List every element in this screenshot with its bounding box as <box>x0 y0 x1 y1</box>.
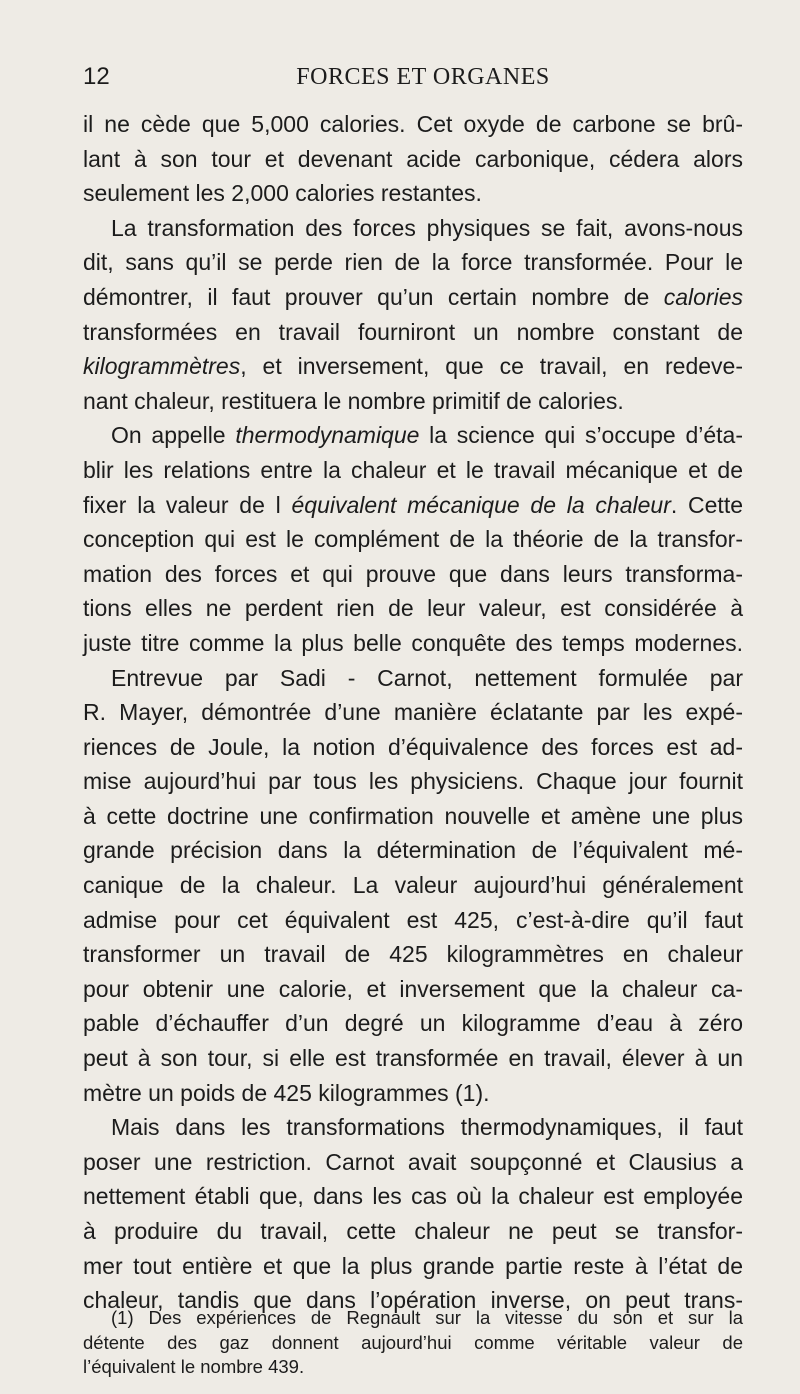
text-line: R. Mayer, démontrée d’une manière éclatante par les expé- <box>83 699 743 726</box>
emphasized-term: kilogrammètres <box>83 353 241 380</box>
emphasized-term: thermodynamique <box>235 422 420 449</box>
text-line: fixer la valeur de l équivalent mécanique de la chaleur. Cette <box>83 491 744 518</box>
text-line: juste titre comme la plus belle conquête des temps modernes. <box>83 629 743 656</box>
page-header <box>83 62 743 92</box>
footnote-line: l’équivalent le nombre 439. <box>83 1356 305 1377</box>
text-line: tions elles ne perdent rien de leur valeur, est considérée à <box>83 595 743 622</box>
text-line: poser une restriction. Carnot avait soupçonné et Clausius a <box>83 1148 743 1175</box>
emphasized-term: calories <box>663 283 743 310</box>
text-line: chaleur, tandis que dans l’opération inverse, on peut trans- <box>83 1287 743 1314</box>
footnote-line: (1) Des expériences de Regnault sur la vitesse du son et sur la <box>111 1307 743 1328</box>
text-line: pour obtenir une calorie, et inversement que la chaleur ca- <box>83 975 743 1002</box>
emphasized-term: équivalent mécanique de la chaleur <box>291 491 671 518</box>
text-line: à cette doctrine une confirmation nouvelle et amène une plus <box>83 802 743 829</box>
text-line: lant à son tour et devenant acide carbonique, cédera alors <box>83 145 743 172</box>
text-line: mise aujourd’hui par tous les physiciens. Chaque jour fournit <box>83 768 743 795</box>
text-line: mation des forces et qui prouve que dans leurs transforma- <box>83 560 743 587</box>
text-line: à produire du travail, cette chaleur ne peut se transfor- <box>83 1218 743 1244</box>
text-line: il ne cède que 5,000 calories. Cet oxyde de carbone se brû- <box>83 111 743 137</box>
text-line: dit, sans qu’il se perde rien de la force transformée. Pour le <box>83 249 743 276</box>
footnote-line: détente des gaz donnent aujourd’hui comme véritable valeur de <box>83 1331 743 1353</box>
body-text <box>83 107 743 1318</box>
text-line: mètre un poids de 425 kilogrammes (1). <box>83 1079 490 1106</box>
text-line: canique de la chaleur. La valeur aujourd’hui généralement <box>83 872 743 899</box>
text-line: blir les relations entre la chaleur et le travail mécanique et de <box>83 456 743 483</box>
text-line: transformées en travail fourniront un nombre constant de <box>83 318 743 345</box>
running-title: FORCES ET ORGANES <box>296 64 550 90</box>
text-line: admise pour cet équivalent est 425, c’est-à-dire qu’il faut <box>83 906 743 933</box>
text-line: grande précision dans la détermination de l’équivalent mé- <box>83 837 743 864</box>
text-line: mer tout entière et que la plus grande partie reste à l’état de <box>83 1252 743 1279</box>
text-line: riences de Joule, la notion d’équivalence des forces est ad- <box>83 733 743 760</box>
text-line: Entrevue par Sadi - Carnot, nettement formulée par <box>111 664 743 691</box>
text-line: seulement les 2,000 calories restantes. <box>83 180 482 207</box>
text-line: kilogrammètres, et inversement, que ce travail, en redeve- <box>83 353 743 380</box>
text-line: démontrer, il faut prouver qu’un certain nombre de calories <box>83 283 743 310</box>
text-line: La transformation des forces physiques se fait, avons-nous <box>111 214 743 241</box>
text-line: conception qui est le complément de la théorie de la transfor- <box>83 526 743 553</box>
text-line: pable d’échauffer d’un degré un kilogramme d’eau à zéro <box>83 1010 743 1037</box>
text-line: peut à son tour, si elle est transformée en travail, élever à un <box>83 1045 743 1072</box>
page-number: 12 <box>83 63 110 90</box>
text-line: transformer un travail de 425 kilogrammètres en chaleur <box>83 941 743 968</box>
text-line: Mais dans les transformations thermodynamiques, il faut <box>111 1114 743 1141</box>
text-line: nettement établi que, dans les cas où la chaleur est employée <box>83 1183 743 1210</box>
text-line: nant chaleur, restituera le nombre primitif de calories. <box>83 387 624 414</box>
footnote <box>83 1306 743 1380</box>
text-line: On appelle thermodynamique la science qui s’occupe d’éta- <box>111 422 743 449</box>
